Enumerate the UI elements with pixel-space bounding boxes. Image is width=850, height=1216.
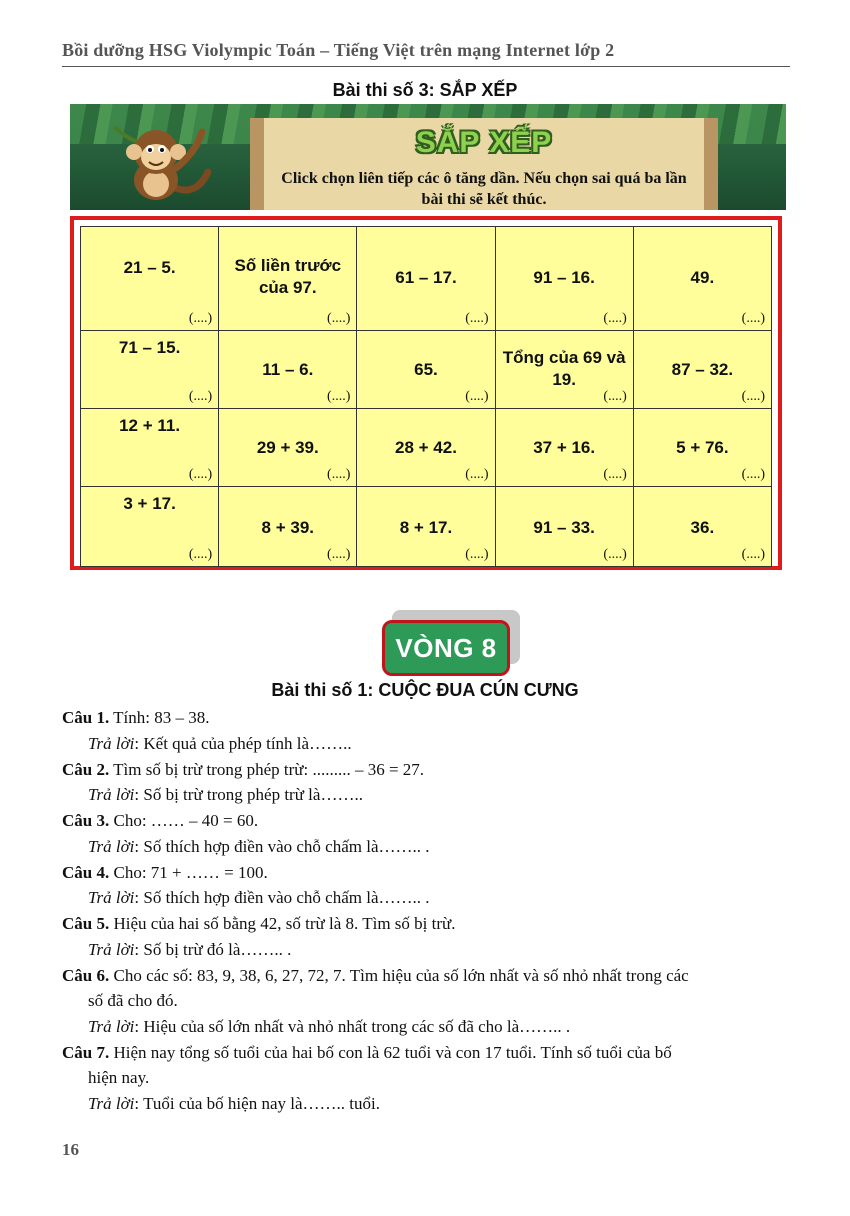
answer-label: Trả lời — [88, 939, 135, 959]
answer-text: : Số bị trừ trong phép trừ là…….. — [134, 785, 363, 804]
cell-expression: 11 – 6. — [262, 360, 314, 379]
grid-row — [81, 487, 772, 567]
question-2 — [62, 759, 424, 781]
running-header: Bồi dưỡng HSG Violympic Toán – Tiếng Việt trên mạng Internet lớp 2 — [62, 40, 615, 60]
game-banner — [70, 104, 786, 210]
wooden-sign — [250, 118, 718, 210]
exercise-3-title: Bài thi số 3: SẮP XẾP — [332, 80, 518, 100]
cell-expression: 5 + 76. — [676, 438, 729, 457]
question-5 — [62, 913, 456, 935]
grid-cell[interactable] — [219, 409, 357, 487]
grid-cell[interactable] — [357, 409, 495, 487]
grid-cell[interactable] — [633, 227, 771, 331]
header-rule — [62, 66, 790, 67]
cell-answer-blank: (....) — [465, 311, 489, 326]
cell-answer-blank: (....) — [327, 547, 351, 562]
exercise-1-title: Bài thi số 1: CUỘC ĐUA CÚN CƯNG — [271, 680, 579, 700]
grid-cell[interactable] — [219, 331, 357, 409]
grid-cell[interactable] — [81, 227, 219, 331]
answer-label: Trả lời — [88, 785, 135, 804]
grid-cell[interactable] — [357, 487, 495, 567]
banner-instruction: Click chọn liên tiếp các ô tăng dần. Nếu chọn sai quá ba lần bài thi sẽ kết thúc. — [281, 170, 687, 208]
cell-answer-blank: (....) — [327, 311, 351, 326]
cell-answer-blank: (....) — [741, 547, 765, 562]
cell-expression: Số liền trước của 97. — [234, 256, 342, 297]
cell-expression: 21 – 5. — [123, 258, 176, 277]
cell-answer-blank: (....) — [465, 389, 489, 404]
answer-line — [88, 939, 291, 961]
grid-cell[interactable] — [495, 227, 633, 331]
question-3 — [62, 810, 258, 832]
question-number: Câu 5. — [62, 914, 110, 933]
grid-cell[interactable] — [81, 487, 219, 567]
cell-answer-blank: (....) — [465, 547, 489, 562]
grid-row — [81, 409, 772, 487]
cell-answer-blank: (....) — [603, 467, 627, 482]
question-text-continued: số đã cho đó. — [88, 991, 178, 1010]
question-number: Câu 1. — [62, 708, 110, 727]
sorting-grid-frame — [70, 216, 782, 570]
grid-cell[interactable] — [495, 331, 633, 409]
answer-line — [88, 1093, 380, 1115]
grid-row — [81, 331, 772, 409]
question-number: Câu 7. — [62, 1042, 110, 1062]
cell-answer-blank: (....) — [741, 467, 765, 482]
grid-cell[interactable] — [633, 331, 771, 409]
cell-answer-blank: (....) — [188, 311, 213, 326]
answer-text: : Số thích hợp điền vào chỗ chấm là…….. . — [134, 836, 430, 856]
cell-expression: 8 + 17. — [399, 518, 453, 537]
question-text: Tính: 83 – 38. — [109, 708, 210, 727]
grid-cell[interactable] — [357, 227, 495, 331]
answer-line — [88, 1016, 570, 1038]
page-number: 16 — [62, 1140, 79, 1159]
cell-answer-blank: (....) — [327, 389, 351, 404]
cell-expression: Tổng của 69 và 19. — [502, 348, 626, 389]
round-badge: VÒNG 8 — [382, 620, 510, 676]
cell-answer-blank: (....) — [603, 311, 627, 326]
question-6 — [62, 965, 689, 987]
question-number: Câu 3. — [62, 811, 110, 830]
grid-cell[interactable] — [633, 487, 771, 567]
cell-answer-blank: (....) — [603, 547, 627, 562]
cell-expression: 61 – 17. — [395, 268, 457, 287]
cell-expression: 3 + 17. — [123, 494, 176, 513]
answer-text: : Kết quả của phép tính là…….. — [134, 733, 352, 753]
question-1 — [62, 707, 210, 729]
cell-expression: 8 + 39. — [261, 518, 315, 537]
cell-answer-blank: (....) — [188, 389, 213, 404]
answer-label: Trả lời — [88, 888, 135, 907]
grid-cell[interactable] — [357, 331, 495, 409]
answer-label: Trả lời — [88, 1093, 135, 1113]
grid-cell[interactable] — [219, 227, 357, 331]
answer-text: : Tuổi của bố hiện nay là…….. tuổi. — [134, 1093, 380, 1113]
question-text: Hiện nay tổng số tuổi của hai bố con là 62 tuổi và con 17 tuổi. Tính số tuổi của bố — [109, 1042, 672, 1062]
cell-answer-blank: (....) — [741, 311, 765, 326]
answer-line — [88, 733, 352, 755]
cell-expression: 87 – 32. — [671, 360, 734, 379]
cell-answer-blank: (....) — [603, 389, 627, 404]
question-7 — [62, 1042, 672, 1064]
cell-expression: 29 + 39. — [256, 438, 319, 457]
cell-answer-blank: (....) — [188, 547, 213, 562]
grid-cell[interactable] — [81, 331, 219, 409]
answer-text: : Số bị trừ đó là…….. . — [134, 939, 292, 959]
answer-label: Trả lời — [88, 733, 135, 753]
question-number: Câu 2. — [62, 759, 110, 779]
cell-expression: 37 + 16. — [533, 438, 596, 457]
cell-expression: 71 – 15. — [118, 338, 181, 357]
cell-expression: 91 – 16. — [533, 268, 595, 287]
answer-text: : Số thích hợp điền vào chỗ chấm là…….. . — [134, 888, 430, 907]
question-number: Câu 4. — [62, 862, 110, 882]
answer-line — [88, 836, 430, 858]
cell-answer-blank: (....) — [188, 467, 213, 482]
cell-answer-blank: (....) — [465, 467, 489, 482]
cell-expression: 49. — [690, 268, 715, 287]
monkey-icon — [104, 122, 214, 208]
answer-line — [88, 887, 430, 909]
question-number: Câu 6. — [62, 965, 110, 985]
grid-cell[interactable] — [495, 409, 633, 487]
answer-label: Trả lời — [88, 1016, 135, 1036]
grid-cell[interactable] — [633, 409, 771, 487]
question-text: Tìm số bị trừ trong phép trừ: ......... – 36 = 27. — [109, 759, 425, 779]
question-text: Cho: 71 + …… = 100. — [109, 862, 268, 882]
cell-expression: 12 + 11. — [119, 416, 181, 435]
cell-expression: 36. — [690, 518, 715, 537]
question-text: Cho: …… – 40 = 60. — [109, 811, 259, 830]
grid-cell[interactable] — [495, 487, 633, 567]
grid-cell[interactable] — [219, 487, 357, 567]
answer-text: : Hiệu của số lớn nhất và nhỏ nhất trong các số đã cho là…….. . — [134, 1016, 571, 1036]
cell-answer-blank: (....) — [327, 467, 351, 482]
answer-label: Trả lời — [88, 836, 135, 856]
banner-title: SẮP XẾP — [415, 126, 553, 159]
question-4 — [62, 862, 268, 884]
sorting-grid — [80, 226, 772, 567]
cell-expression: 65. — [414, 360, 438, 379]
cell-expression: 91 – 33. — [533, 518, 595, 537]
question-text: Cho các số: 83, 9, 38, 6, 27, 72, 7. Tìm hiệu của số lớn nhất và số nhỏ nhất trong các — [109, 965, 689, 985]
grid-row — [81, 227, 772, 331]
answer-line — [88, 784, 363, 806]
question-text: Hiệu của hai số bằng 42, số trừ là 8. Tìm số bị trừ. — [109, 914, 456, 933]
cell-expression: 28 + 42. — [395, 438, 457, 457]
grid-cell[interactable] — [81, 409, 219, 487]
question-text-continued: hiện nay. — [88, 1068, 150, 1087]
cell-answer-blank: (....) — [741, 389, 765, 404]
